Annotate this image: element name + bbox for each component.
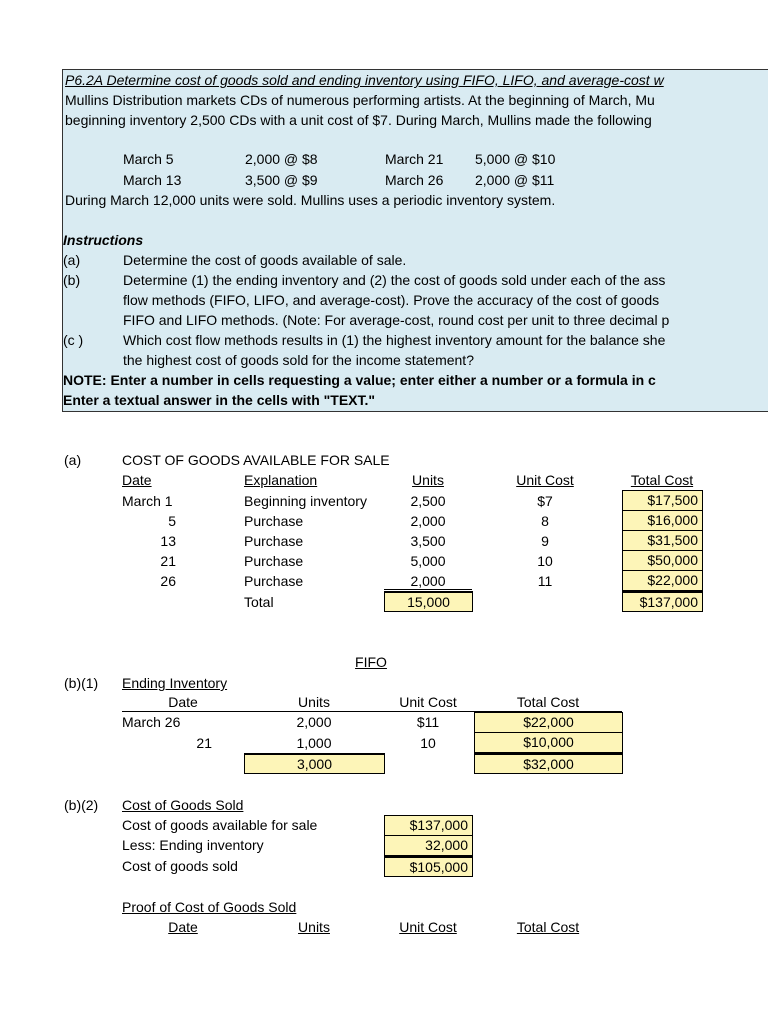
row-date: 13 xyxy=(160,533,176,549)
total-cost-cell[interactable]: $10,000 xyxy=(474,732,623,753)
header-total-cost: Total Cost xyxy=(516,694,580,710)
ending-units-total-cell[interactable]: 3,000 xyxy=(244,753,385,774)
row-units: 2,500 xyxy=(410,493,446,509)
row-explanation: Purchase xyxy=(244,553,304,569)
row-unit-cost: 8 xyxy=(541,513,549,529)
total-cost-cell[interactable]: $16,000 xyxy=(622,510,703,531)
row-date: 26 xyxy=(160,573,176,589)
proof-header-units: Units xyxy=(298,919,330,935)
ending-inventory-cell[interactable]: 32,000 xyxy=(384,835,473,856)
header-date: Date xyxy=(168,694,198,710)
b2-label: (b)(2) xyxy=(64,797,99,813)
row-explanation: Purchase xyxy=(244,513,304,529)
problem-statement xyxy=(62,69,768,412)
total-cost-cell[interactable]: $17,500 xyxy=(622,490,703,511)
instruction-label: (c ) xyxy=(63,332,84,348)
cogs-cell[interactable]: $105,000 xyxy=(384,856,473,877)
row-explanation: Purchase xyxy=(244,573,304,589)
total-cost-cell[interactable]: $22,000 xyxy=(622,570,703,591)
problem-title: P6.2A Determine cost of goods sold and ending inventory using FIFO, LIFO, and average-cost w xyxy=(65,72,664,88)
total-cost-cell[interactable]: $31,500 xyxy=(622,530,703,551)
purchase-date: March 5 xyxy=(123,151,174,167)
purchase-date: March 21 xyxy=(385,151,444,167)
section-a-label: (a) xyxy=(64,452,82,468)
instruction-text: FIFO and LIFO methods. (Note: For average-cost, round cost per unit to three decimal p xyxy=(123,312,670,328)
proof-header-date: Date xyxy=(168,919,198,935)
problem-line-3: During March 12,000 units were sold. Mullins uses a periodic inventory system. xyxy=(65,192,556,208)
row-units: 2,000 xyxy=(410,513,446,529)
cogs-label: Less: Ending inventory xyxy=(122,837,264,853)
row-explanation: Beginning inventory xyxy=(244,493,367,509)
total-units-cell[interactable]: 15,000 xyxy=(384,591,473,612)
ending-inventory-title: Ending Inventory xyxy=(122,675,228,691)
instruction-text: Which cost flow methods results in (1) the highest inventory amount for the balance she xyxy=(123,332,666,348)
instruction-text: Determine (1) the ending inventory and (2) the cost of goods sold under each of the ass xyxy=(123,272,666,288)
header-units: Units xyxy=(298,694,330,710)
row-unit-cost: 11 xyxy=(537,573,553,589)
instruction-text: the highest cost of goods sold for the income statement? xyxy=(123,352,474,368)
purchase-date: March 13 xyxy=(123,172,182,188)
row-date: 21 xyxy=(160,553,176,569)
row-date: March 26 xyxy=(122,714,181,730)
note-line-1: NOTE: Enter a number in cells requesting a value; enter either a number or a formula in c xyxy=(63,372,656,388)
purchase-qty: 2,000 @ $8 xyxy=(245,151,318,167)
instruction-label: (b) xyxy=(63,272,81,288)
row-date: March 1 xyxy=(122,493,173,509)
problem-line-2: beginning inventory 2,500 CDs with a unit cost of $7. During March, Mullins made the following xyxy=(65,112,652,128)
ending-cost-total-cell[interactable]: $32,000 xyxy=(474,753,623,774)
b1-label: (b)(1) xyxy=(64,675,99,691)
section-a-title: COST OF GOODS AVAILABLE FOR SALE xyxy=(122,452,390,468)
row-unit-cost: 9 xyxy=(541,533,549,549)
row-units: 5,000 xyxy=(410,553,446,569)
row-date: 21 xyxy=(196,735,212,751)
instructions-heading: Instructions xyxy=(63,232,144,248)
fifo-heading: FIFO xyxy=(355,654,387,670)
purchase-qty: 2,000 @ $11 xyxy=(475,172,555,188)
note-line-2: Enter a textual answer in the cells with "TEXT." xyxy=(63,392,376,408)
row-date: 5 xyxy=(168,513,176,529)
purchase-date: March 26 xyxy=(385,172,444,188)
row-unit-cost: 10 xyxy=(420,735,436,751)
row-explanation: Purchase xyxy=(244,533,304,549)
instruction-text: flow methods (FIFO, LIFO, and average-cost). Prove the accuracy of the cost of goods xyxy=(123,292,660,308)
problem-line-1: Mullins Distribution markets CDs of numerous performing artists. At the beginning of March, Mu xyxy=(65,92,655,108)
total-cost-cell[interactable]: $22,000 xyxy=(474,712,623,733)
header-explanation: Explanation xyxy=(244,472,318,488)
header-units: Units xyxy=(412,472,444,488)
header-total-cost: Total Cost xyxy=(630,472,694,488)
units-rule xyxy=(384,589,472,590)
total-label: Total xyxy=(244,594,274,610)
cogs-label: Cost of goods sold xyxy=(122,858,238,874)
row-unit-cost: $7 xyxy=(537,493,553,509)
cogs-title: Cost of Goods Sold xyxy=(122,797,244,813)
row-units: 1,000 xyxy=(296,735,332,751)
row-units: 3,500 xyxy=(410,533,446,549)
total-cost-cell[interactable]: $50,000 xyxy=(622,550,703,571)
purchase-qty: 3,500 @ $9 xyxy=(245,172,318,188)
proof-title: Proof of Cost of Goods Sold xyxy=(122,899,297,915)
header-unit-cost: Unit Cost xyxy=(399,694,457,710)
instruction-text: Determine the cost of goods available of sale. xyxy=(123,252,407,268)
proof-header-unit-cost: Unit Cost xyxy=(399,919,457,935)
proof-header-total-cost: Total Cost xyxy=(516,919,580,935)
row-units: 2,000 xyxy=(296,714,332,730)
header-date: Date xyxy=(122,472,152,488)
row-units: 2,000 xyxy=(410,573,446,589)
grand-total-cost-cell[interactable]: $137,000 xyxy=(622,591,703,612)
row-unit-cost: $11 xyxy=(416,714,440,730)
instruction-label: (a) xyxy=(63,252,81,268)
header-unit-cost: Unit Cost xyxy=(516,472,574,488)
cogs-label: Cost of goods available for sale xyxy=(122,817,318,833)
purchase-qty: 5,000 @ $10 xyxy=(475,151,556,167)
cogs-available-cell[interactable]: $137,000 xyxy=(384,815,473,836)
row-unit-cost: 10 xyxy=(537,553,553,569)
